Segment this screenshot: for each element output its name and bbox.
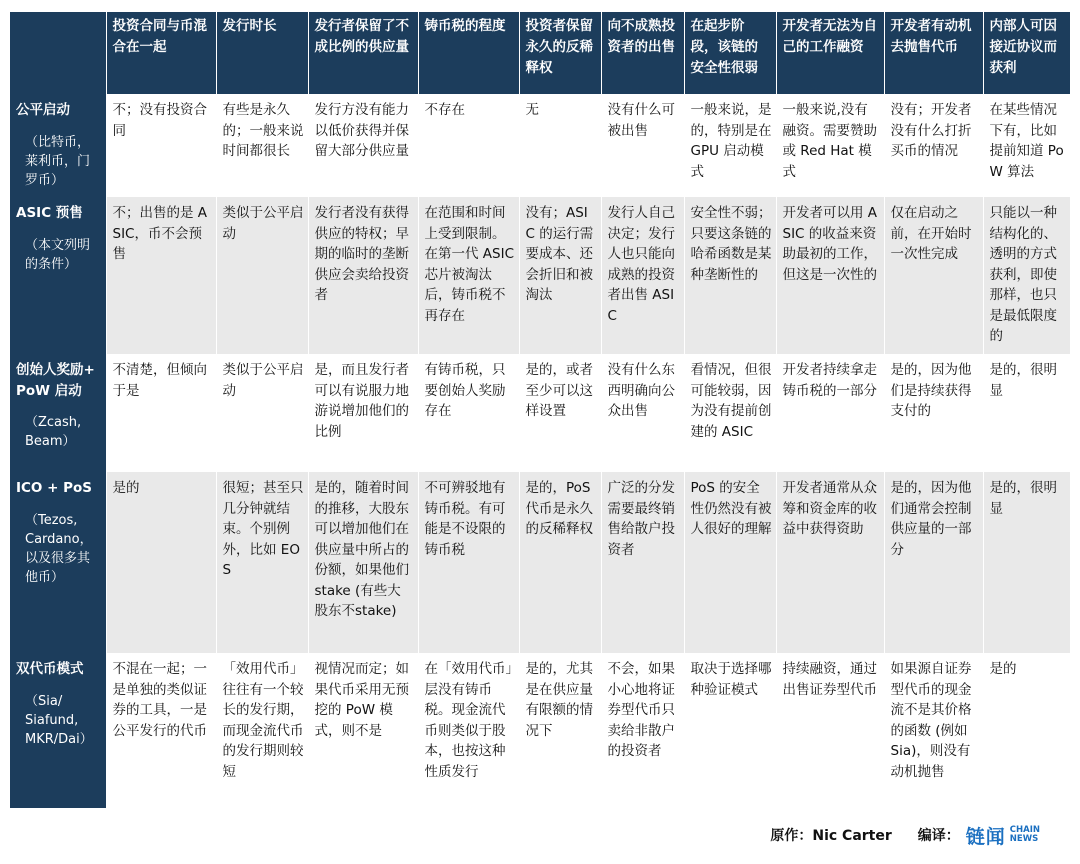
table-cell: 一般来说，是的，特别是在 GPU 启动模式 (684, 94, 776, 197)
table-row (10, 94, 1070, 197)
table-cell: 不可辨驳地有铸币税。有可能是不设限的铸币税 (418, 472, 519, 653)
row-title: 公平启动 (16, 102, 70, 118)
row-title: 双代币模式 (16, 661, 84, 677)
column-header: 内部人可因接近协议而获利 (983, 12, 1070, 94)
table-cell: 是的，随着时间的推移，大股东可以增加他们在供应量中所占的份额，如果他们 stake (有些大股东不stake) (308, 472, 418, 653)
table-row (10, 653, 1070, 808)
table-cell: 看情况，但很可能较弱，因为没有提前创建的 ASIC (684, 354, 776, 472)
table-cell: 是的，或者至少可以这样设置 (519, 354, 601, 472)
table-cell: 是的 (106, 472, 216, 653)
logo-text-en (1010, 826, 1040, 844)
table-cell: 不清楚，但倾向于是 (106, 354, 216, 472)
logo-text-en-line: CHAIN (1009, 825, 1040, 835)
table-cell: 持续融资，通过出售证券型代币 (776, 653, 884, 808)
column-header: 开发者无法为自己的工作融资 (776, 12, 884, 94)
table-cell: 开发者通常从众筹和资金库的收益中获得资助 (776, 472, 884, 653)
author-credit: 原作：Nic Carter (770, 828, 892, 844)
table-cell: 仅在启动之前，在开始时一次性完成 (884, 197, 983, 354)
table-cell: 是的，尤其是在供应量有限额的情况下 (519, 653, 601, 808)
table-cell: 在范围和时间上受到限制。在第一代 ASIC 芯片被淘汰后，铸币税不再存在 (418, 197, 519, 354)
table-cell: 很短；甚至只几分钟就结束。个别例外，比如 EOS (216, 472, 308, 653)
table-cell: 不存在 (418, 94, 519, 197)
table-cell: 一般来说,没有融资。需要赞助或 Red Hat 模式 (776, 94, 884, 197)
row-header (10, 94, 106, 197)
row-subtitle: （Zcash, Beam） (25, 415, 82, 449)
table-cell: 广泛的分发需要最终销售给散户投资者 (601, 472, 684, 653)
table-cell: 是的，很明显 (983, 354, 1070, 472)
row-header (10, 354, 106, 472)
table-cell: 是的 (983, 653, 1070, 808)
table-cell: 视情况而定；如果代币采用无预挖的 PoW 模式，则不是 (308, 653, 418, 808)
table-cell: 发行方没有能力以低价获得并保留大部分供应量 (308, 94, 418, 197)
table-cell: 没有；开发者没有什么打折买币的情况 (884, 94, 983, 197)
row-header (10, 197, 106, 354)
column-header: 开发者有动机去抛售代币 (884, 12, 983, 94)
table-cell: 是的，很明显 (983, 472, 1070, 653)
table-cell: 不会，如果小心地将证券型代币只卖给非散户的投资者 (601, 653, 684, 808)
column-header: 投资合同与币混合在一起 (106, 12, 216, 94)
table-cell: 发行人自己决定；发行人也只能向成熟的投资者出售 ASIC (601, 197, 684, 354)
table-cell: 是的，因为他们是持续获得支付的 (884, 354, 983, 472)
table-cell: 在某些情况下有，比如提前知道 PoW 算法 (983, 94, 1070, 197)
translator-credit: 编译： (917, 828, 960, 844)
table-row (10, 197, 1070, 354)
table-row (10, 354, 1070, 472)
row-subtitle: （Tezos, Cardano，以及很多其他币） (25, 512, 93, 585)
table-cell: 不混在一起；一是单独的类似证券的工具，一是公平发行的代币 (106, 653, 216, 808)
row-header (10, 472, 106, 653)
chainnews-logo (966, 822, 1040, 849)
comparison-table-container (10, 12, 1070, 808)
row-title: 创始人奖励+ PoW 启动 (16, 362, 95, 399)
column-header: 向不成熟投资者的出售 (601, 12, 684, 94)
credits-footer (770, 822, 1040, 848)
table-cell: 在「效用代币」层没有铸币税。现金流代币则类似于股本，也按这种性质发行 (418, 653, 519, 808)
table-cell: 没有什么东西明确向公众出售 (601, 354, 684, 472)
table-row (10, 472, 1070, 653)
table-header-row (10, 12, 1070, 94)
comparison-table (10, 12, 1070, 808)
column-header: 发行者保留了不成比例的供应量 (308, 12, 418, 94)
table-cell: 安全性不弱；只要这条链的哈希函数是某种垄断性的 (684, 197, 776, 354)
row-subtitle: （本文列明的条件） (25, 237, 91, 272)
table-cell: 是，而且发行者可以有说服力地游说增加他们的比例 (308, 354, 418, 472)
table-cell: 有铸币税，只要创始人奖励存在 (418, 354, 519, 472)
table-cell: 如果源自证券型代币的现金流不是其价格的函数 (例如 Sia)，则没有动机抛售 (884, 653, 983, 808)
table-cell: 无 (519, 94, 601, 197)
table-cell: 「效用代币」往往有一个较长的发行期，而现金流代币的发行期则较短 (216, 653, 308, 808)
row-subtitle: （比特币，莱利币，门罗币） (25, 134, 91, 188)
table-cell: 开发者可以用 ASIC 的收益来资助最初的工作，但这是一次性的 (776, 197, 884, 354)
table-cell: 开发者持续拿走铸币税的一部分 (776, 354, 884, 472)
column-header (10, 12, 106, 94)
table-cell: PoS 的安全性仍然没有被人很好的理解 (684, 472, 776, 653)
table-cell: 不；出售的是 ASIC，币不会预售 (106, 197, 216, 354)
logo-text-en-line: NEWS (1009, 834, 1039, 844)
table-cell: 没有；ASIC 的运行需要成本、还会折旧和被淘汰 (519, 197, 601, 354)
table-cell: 类似于公平启动 (216, 354, 308, 472)
column-header: 铸币税的程度 (418, 12, 519, 94)
column-header: 发行时长 (216, 12, 308, 94)
table-cell: 发行者没有获得供应的特权；早期的临时的垄断供应会卖给投资者 (308, 197, 418, 354)
table-cell: 不；没有投资合同 (106, 94, 216, 197)
table-cell: 类似于公平启动 (216, 197, 308, 354)
row-header (10, 653, 106, 808)
row-title: ICO + PoS (16, 480, 93, 496)
table-cell: 没有什么可被出售 (601, 94, 684, 197)
row-title: ASIC 预售 (16, 205, 83, 221)
table-cell: 取决于选择哪种验证模式 (684, 653, 776, 808)
logo-text-cn: 链闻 (965, 825, 1006, 848)
row-subtitle: （Sia/ Siafund, MKR/Dai） (25, 693, 93, 747)
column-header: 在起步阶段，该链的安全性很弱 (684, 12, 776, 94)
table-cell: 是的，因为他们通常会控制供应量的一部分 (884, 472, 983, 653)
table-cell: 有些是永久的；一般来说时间都很长 (216, 94, 308, 197)
table-cell: 只能以一种结构化的、透明的方式获利，即使那样，也只是最低限度的 (983, 197, 1070, 354)
table-cell: 是的，PoS 代币是永久的反稀释权 (519, 472, 601, 653)
column-header: 投资者保留永久的反稀释权 (519, 12, 601, 94)
